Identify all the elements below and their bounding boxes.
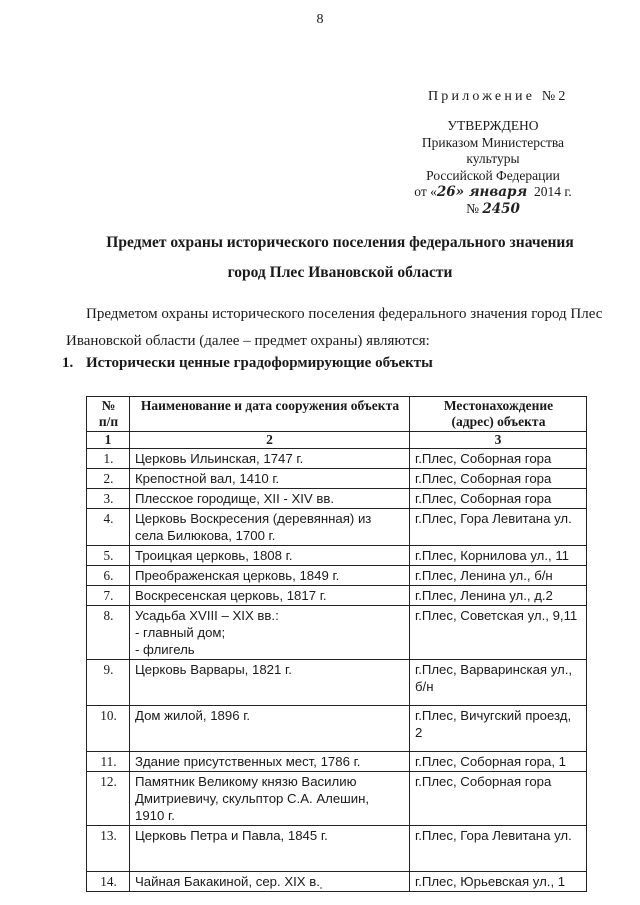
object-name-line: Плесское городище, XII - XIV вв. bbox=[135, 491, 335, 506]
object-location-line: г.Плес, Соборная гора bbox=[415, 491, 552, 506]
object-location-line: г.Плес, Вичугский проезд, bbox=[415, 708, 572, 723]
object-location-line: г.Плес, Соборная гора, 1 bbox=[415, 754, 566, 769]
table-row bbox=[87, 489, 587, 509]
section-number: 1. bbox=[62, 355, 74, 371]
approval-date-handwritten: 26» января bbox=[436, 184, 528, 200]
row-number: 3. bbox=[87, 489, 130, 509]
approval-heading: УТВЕРЖДЕНО bbox=[447, 118, 539, 133]
object-name-line: Памятник Великому князю Василию bbox=[135, 774, 357, 789]
object-name-line: Дмитриевичу, скульптор С.А. Алешин, bbox=[135, 791, 370, 806]
table-header-row bbox=[87, 397, 587, 432]
object-name bbox=[130, 826, 410, 872]
row-number: 2. bbox=[87, 469, 130, 489]
approval-date-year: 2014 г. bbox=[533, 184, 572, 199]
row-number: 12. bbox=[87, 772, 130, 826]
object-location bbox=[410, 586, 587, 606]
object-location-line: г.Плес, Соборная гора bbox=[415, 451, 552, 466]
object-name bbox=[130, 546, 410, 566]
object-name-line: Крепостной вал, 1410 г. bbox=[135, 471, 280, 486]
row-number: 5. bbox=[87, 546, 130, 566]
approval-date-prefix: от « bbox=[414, 184, 437, 199]
table-row bbox=[87, 509, 587, 546]
object-name bbox=[130, 752, 410, 772]
table-row bbox=[87, 660, 587, 706]
approval-number-prefix: № bbox=[466, 200, 479, 216]
object-name-line: - главный дом; bbox=[135, 625, 226, 640]
column-number: 1 bbox=[87, 432, 130, 449]
object-name bbox=[130, 469, 410, 489]
object-name bbox=[130, 449, 410, 469]
object-location bbox=[410, 826, 587, 872]
object-location bbox=[410, 469, 587, 489]
object-location bbox=[410, 606, 587, 660]
object-name-line: - флигель bbox=[135, 642, 195, 657]
table-row bbox=[87, 546, 587, 566]
object-name-line: Церковь Воскресения (деревянная) из bbox=[135, 511, 372, 526]
object-location bbox=[410, 772, 587, 826]
row-number: 1. bbox=[87, 449, 130, 469]
object-location-line: г.Плес, Соборная гора bbox=[415, 471, 552, 486]
object-location-line: г.Плес, Варваринская ул., bbox=[415, 662, 573, 677]
object-location-line: г.Плес, Соборная гора bbox=[415, 774, 552, 789]
objects-table bbox=[86, 396, 587, 892]
table-row bbox=[87, 826, 587, 872]
object-location bbox=[410, 546, 587, 566]
header-location-line-2: (адрес) объекта bbox=[451, 414, 546, 429]
row-number: 4. bbox=[87, 509, 130, 546]
object-location bbox=[410, 489, 587, 509]
table-row bbox=[87, 772, 587, 826]
row-number: 11. bbox=[87, 752, 130, 772]
header-number-sign: № bbox=[101, 398, 116, 413]
object-location bbox=[410, 566, 587, 586]
approval-date bbox=[395, 184, 591, 201]
object-location-line: г.Плес, Гора Левитана ул. bbox=[415, 511, 572, 526]
object-name bbox=[130, 586, 410, 606]
object-location-line: 2 bbox=[415, 725, 423, 740]
object-name-line: Усадьба XVIII – XIX вв.: bbox=[135, 608, 279, 623]
table-row bbox=[87, 872, 587, 892]
header-name: Наименование и дата сооружения объекта bbox=[130, 397, 410, 432]
table-body bbox=[87, 432, 587, 892]
table-row bbox=[87, 469, 587, 489]
page-number: 8 bbox=[316, 12, 324, 27]
object-name bbox=[130, 566, 410, 586]
object-name bbox=[130, 772, 410, 826]
object-location-line: б/н bbox=[415, 679, 434, 694]
object-location bbox=[410, 449, 587, 469]
table-row bbox=[87, 606, 587, 660]
object-name-line: Церковь Варвары, 1821 г. bbox=[135, 662, 292, 677]
section-heading bbox=[62, 355, 433, 372]
object-name-line: Церковь Петра и Павла, 1845 г. bbox=[135, 828, 328, 843]
table-row bbox=[87, 706, 587, 752]
header-number-pp: п/п bbox=[98, 414, 119, 429]
object-name bbox=[130, 706, 410, 752]
object-name-line: Воскресенская церковь, 1817 г. bbox=[135, 588, 327, 603]
row-number: 13. bbox=[87, 826, 130, 872]
appendix-label: Приложение №2 bbox=[428, 89, 569, 104]
object-name-line: Преображенская церковь, 1849 г. bbox=[135, 568, 340, 583]
approval-number-handwritten: 2450 bbox=[482, 200, 520, 217]
object-location-line: г.Плес, Юрьевская ул., 1 bbox=[415, 874, 566, 889]
header-number bbox=[87, 397, 130, 432]
object-name-line: Чайная Бакакиной, сер. XIX в. bbox=[135, 874, 320, 889]
object-name-line: Троицкая церковь, 1808 г. bbox=[135, 548, 293, 563]
table-row bbox=[87, 586, 587, 606]
object-location-line: г.Плес, Гора Левитана ул. bbox=[415, 828, 572, 843]
object-name-line: Церковь Ильинская, 1747 г. bbox=[135, 451, 304, 466]
row-number: 6. bbox=[87, 566, 130, 586]
object-name-line: Здание присутственных мест, 1786 г. bbox=[135, 754, 361, 769]
row-number: 8. bbox=[87, 606, 130, 660]
object-location bbox=[410, 509, 587, 546]
object-name bbox=[130, 660, 410, 706]
row-number: 7. bbox=[87, 586, 130, 606]
object-name bbox=[130, 509, 410, 546]
column-number: 3 bbox=[410, 432, 587, 449]
object-name bbox=[130, 489, 410, 509]
object-name-line: села Билюкова, 1700 г. bbox=[135, 528, 276, 543]
document-title bbox=[60, 228, 620, 288]
object-location-line: г.Плес, Ленина ул., д.2 bbox=[415, 588, 553, 603]
column-number-row bbox=[87, 432, 587, 449]
document-title-line-2: город Плес Ивановской области bbox=[227, 264, 453, 281]
section-title: Исторически ценные градоформирующие объекты bbox=[86, 355, 433, 371]
object-location-line: г.Плес, Корнилова ул., 11 bbox=[415, 548, 570, 563]
scan-speck bbox=[320, 887, 322, 889]
column-number: 2 bbox=[130, 432, 410, 449]
object-name bbox=[130, 872, 410, 892]
approval-line-2: Российской Федерации bbox=[426, 167, 560, 183]
approval-number bbox=[395, 201, 591, 218]
approval-line-1: Приказом Министерства культуры bbox=[421, 134, 565, 166]
object-name bbox=[130, 606, 410, 660]
object-name-line: 1910 г. bbox=[135, 808, 175, 823]
object-name-line: Дом жилой, 1896 г. bbox=[135, 708, 251, 723]
object-location bbox=[410, 660, 587, 706]
intro-paragraph: Предметом охраны исторического поселения федерального значения город Плес Ивановской области (далее – предмет охраны) являются: bbox=[66, 306, 603, 349]
table-row bbox=[87, 566, 587, 586]
row-number: 10. bbox=[87, 706, 130, 752]
header-location-line-1: Местонахождение bbox=[443, 398, 554, 413]
object-location bbox=[410, 706, 587, 752]
table-row bbox=[87, 449, 587, 469]
object-location bbox=[410, 872, 587, 892]
row-number: 14. bbox=[87, 872, 130, 892]
approval-block bbox=[395, 118, 591, 217]
object-location-line: г.Плес, Советская ул., 9,11 bbox=[415, 608, 578, 623]
table-row bbox=[87, 752, 587, 772]
document-title-line-1: Предмет охраны исторического поселения федерального значения bbox=[106, 234, 574, 251]
object-location bbox=[410, 752, 587, 772]
header-location bbox=[410, 397, 587, 432]
object-location-line: г.Плес, Ленина ул., б/н bbox=[415, 568, 553, 583]
row-number: 9. bbox=[87, 660, 130, 706]
